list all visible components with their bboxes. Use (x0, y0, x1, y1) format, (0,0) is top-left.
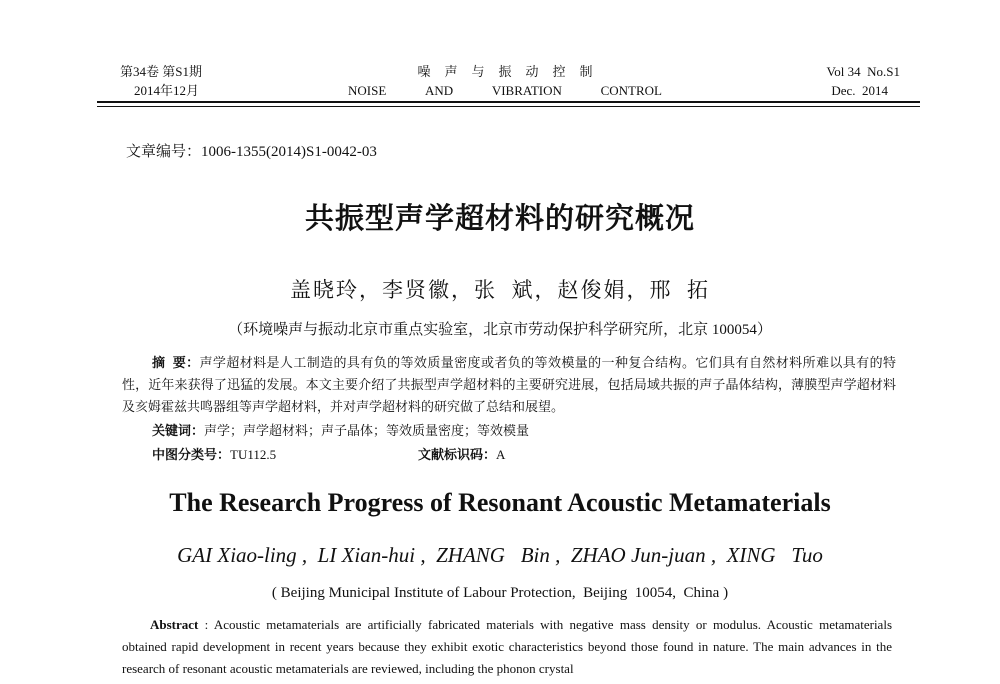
keywords-cn (152, 421, 529, 441)
header-center (300, 62, 710, 100)
clc-value: TU112.5 (230, 447, 277, 462)
abstract-cn-label: 摘 要： (152, 355, 200, 370)
authors-en: GAI Xiao-ling , LI Xian-hui , ZHANG Bin , ZHAO Jun-juan , XING Tuo (177, 543, 823, 567)
paper-title-en: The Research Progress of Resonant Acoustic Metamaterials (169, 488, 831, 517)
keywords-text: 声学；声学超材料；声子晶体；等效质量密度；等效模量 (204, 423, 530, 438)
document-code-label: 文献标识码： (418, 447, 497, 462)
keywords-label: 关键词： (152, 423, 205, 438)
document-code (418, 445, 505, 465)
header-right (720, 62, 900, 100)
authors-cn: 盖晓玲，李贤徽，张 斌，赵俊娟，邢 拓 (290, 278, 710, 302)
affiliation-en: ( Beijing Municipal Institute of Labour Protection, Beijing 10054, China ) (271, 585, 729, 601)
abstract-cn-text: 声学超材料是人工制造的具有负的等效质量密度或者负的等效模量的一种复合结构。它们具有自然材料所难以具有的特性，近年来获得了迅猛的发展。本文主要介绍了共振型声学超材料的主要研究进展，包括局域共振的声子晶体结构，薄膜型声学超材料及亥姆霍兹共鸣器组等声学超材料，并对声学超材料的研究做了总结和展望。 (122, 355, 896, 414)
date-en: Dec. 2014 (831, 83, 888, 98)
journal-word: VIBRATION (491, 83, 562, 98)
header-left (120, 62, 300, 100)
clc-label: 中图分类号： (152, 447, 231, 462)
document-code-value: A (496, 447, 506, 462)
header-rule-thin (97, 106, 920, 107)
journal-word: CONTROL (600, 83, 662, 98)
header-rule-thick (97, 101, 920, 103)
journal-word: NOISE (348, 83, 387, 98)
abstract-en-text: : Acoustic metamaterials are artificially fabricated materials with negative mass density or modulus. Acoustic metamaterials obtained rapid development in recent years because they exhibit exotic characteristics beyond those found in nature. The main advances in the research of resonant acoustic metamaterials are reviewed, including the phonon crystal (122, 617, 892, 676)
journal-title-en (300, 81, 710, 100)
clc-number (152, 445, 276, 465)
volume-issue-cn: 第34卷 第S1期 (120, 64, 202, 79)
abstract-en (122, 614, 892, 680)
journal-title-cn: 噪声与振动控制 (417, 64, 607, 79)
affiliation-cn: （环境噪声与振动北京市重点实验室，北京市劳动保护科学研究所，北京 100054） (228, 322, 772, 338)
paper-title-cn: 共振型声学超材料的研究概况 (304, 201, 695, 235)
article-number: 文章编号：1006-1355(2014)S1-0042-03 (126, 144, 377, 160)
volume-issue-en: Vol 34 No.S1 (826, 64, 900, 79)
journal-word: AND (424, 83, 454, 98)
date-cn: 2014年12月 (134, 83, 200, 98)
abstract-en-label: Abstract (150, 617, 199, 632)
abstract-cn (122, 352, 896, 418)
